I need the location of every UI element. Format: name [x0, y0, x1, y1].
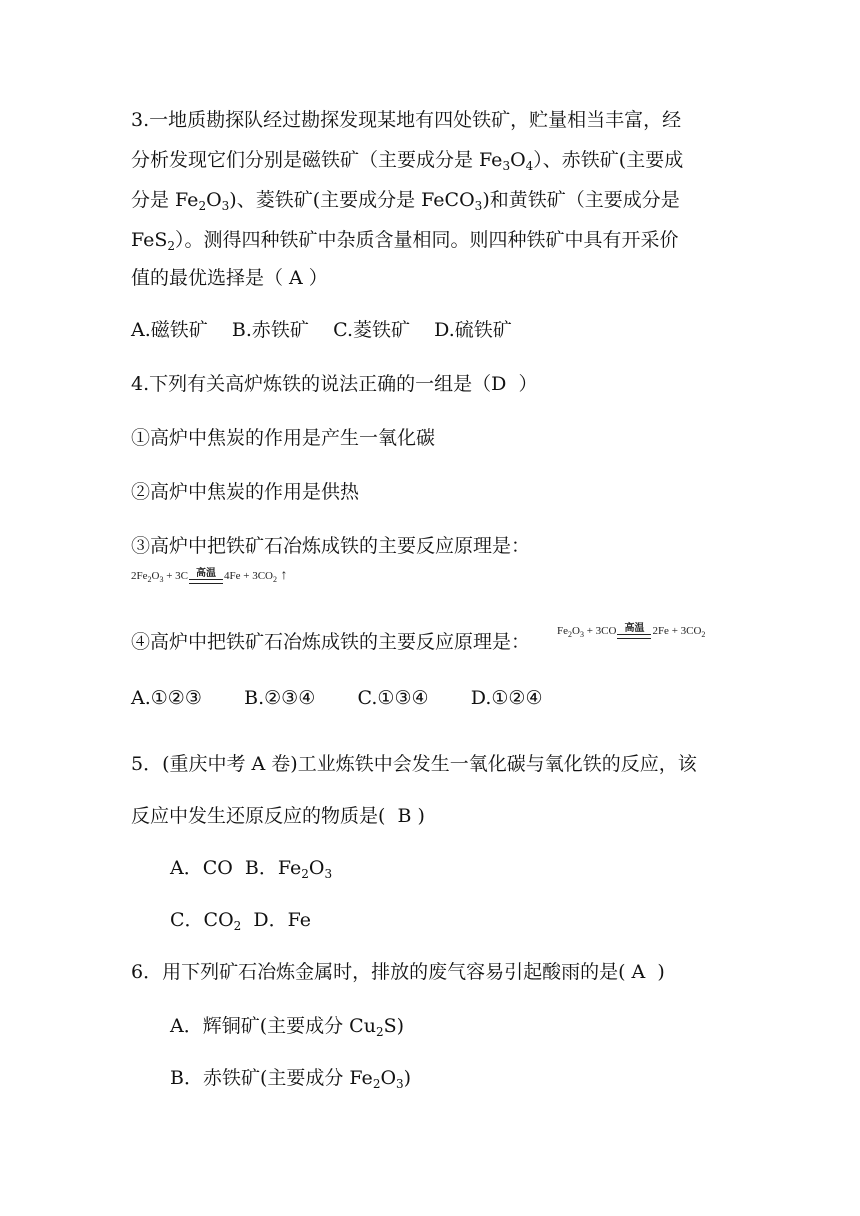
text: 反应中发生还原反应的物质是( B ) [131, 805, 425, 827]
reaction-arrow [189, 568, 223, 584]
q4-options [131, 686, 543, 710]
q5-options-cd [170, 908, 311, 938]
text: 5．(重庆中考 A 卷)工业炼铁中会发生一氧化碳与氧化铁的反应，该 [131, 753, 697, 775]
text: )和黄铁矿（主要成分是 [482, 189, 680, 211]
text: B．赤铁矿(主要成分 Fe [170, 1067, 373, 1089]
eq-text: 2Fe [131, 570, 148, 582]
subscript: 2 [233, 919, 242, 933]
q4-stem [131, 372, 537, 396]
q5-options-ab [170, 856, 332, 886]
text: ）。测得四种铁矿中杂质含量相同。则四种铁矿中具有开采价 [175, 229, 679, 251]
subscript: 2 [372, 1077, 381, 1091]
text: D．Fe [241, 909, 311, 931]
text: O [510, 149, 526, 171]
text: O [308, 857, 325, 879]
q3-line-4 [131, 228, 679, 258]
text: 3.一地质勘探队经过勘探发现某地有四处铁矿，贮量相当丰富，经 [131, 109, 682, 131]
q6-option-b [170, 1066, 411, 1096]
text: 值的最优选择是（ A ） [131, 267, 328, 289]
text: ①高炉中焦炭的作用是产生一氧化碳 [131, 427, 436, 449]
eq-sub: 2 [272, 575, 277, 584]
text: FeS [131, 229, 168, 251]
text: 分析发现它们分别是磁铁矿（主要成分是 Fe [131, 149, 503, 171]
q4-statement-2 [131, 480, 359, 504]
text: 分是 Fe [131, 189, 199, 211]
reaction-arrow [617, 623, 651, 639]
subscript: 3 [221, 199, 230, 213]
subscript: 3 [474, 199, 483, 213]
q6-stem [131, 960, 665, 984]
eq-text: 4Fe + 3CO [224, 570, 273, 582]
text: C．CO [170, 909, 234, 931]
text: ④高炉中把铁矿石冶炼成铁的主要反应原理是： [131, 631, 531, 653]
eq-text: + 3CO [583, 625, 617, 637]
condition-label: 高温 [196, 568, 216, 579]
text: ③高炉中把铁矿石冶炼成铁的主要反应原理是： [131, 535, 531, 557]
text: ）、赤铁矿(主要成 [533, 149, 684, 171]
eq-sub: 2 [701, 630, 706, 639]
eq-text: O [572, 625, 580, 637]
condition-label: 高温 [624, 623, 645, 634]
text: ②高炉中焦炭的作用是供热 [131, 481, 360, 503]
double-line [617, 634, 651, 639]
eq-text: + 3C [163, 570, 188, 582]
eq-text: Fe [557, 625, 568, 637]
q4-statement-1 [131, 426, 435, 450]
eq-text: O [151, 570, 160, 582]
subscript: 3 [324, 867, 333, 881]
eq-text: 2Fe + 3CO [652, 625, 702, 637]
text: O [380, 1067, 397, 1089]
text: 6．用下列矿石冶炼金属时，排放的废气容易引起酸雨的是( A ) [131, 961, 665, 983]
text: 4.下列有关高炉炼铁的说法正确的一组是（D ） [131, 373, 538, 395]
subscript: 3 [396, 1077, 404, 1091]
subscript: 3 [502, 159, 511, 173]
eq-sub: 2 [147, 575, 152, 584]
eq-sub: 2 [568, 630, 572, 639]
text: ) [403, 1067, 412, 1089]
q5-line-1 [131, 752, 697, 776]
q4-statement-3 [131, 534, 530, 558]
q5-line-2 [131, 804, 425, 828]
eq-text: ↑ [276, 568, 288, 583]
q3-line-2 [131, 148, 683, 178]
q3-options [131, 318, 512, 342]
text: A．CO B．Fe [170, 857, 302, 879]
text: )、菱铁矿(主要成分是 FeCO [229, 189, 475, 211]
subscript: 2 [301, 867, 309, 881]
equation-4 [557, 623, 705, 639]
q3-line-3 [131, 188, 680, 218]
q6-option-a [170, 1014, 404, 1044]
text: O [206, 189, 222, 211]
text: S) [383, 1015, 405, 1037]
equation-3 [131, 568, 287, 584]
subscript: 2 [167, 239, 176, 253]
q4-statement-4 [131, 630, 530, 654]
subscript: 4 [525, 159, 534, 173]
eq-sub: 3 [159, 575, 164, 584]
subscript: 2 [198, 199, 207, 213]
eq-sub: 3 [579, 630, 584, 639]
q3-line-1 [131, 108, 681, 132]
text: A.①②③ B.②③④ C.①③④ D.①②④ [131, 687, 543, 709]
double-line [189, 579, 223, 584]
q3-line-5 [131, 266, 328, 290]
text: A.磁铁矿 B.赤铁矿 C.菱铁矿 D.硫铁矿 [131, 319, 512, 341]
subscript: 2 [375, 1025, 384, 1039]
text: A．辉铜矿(主要成分 Cu [170, 1015, 376, 1037]
